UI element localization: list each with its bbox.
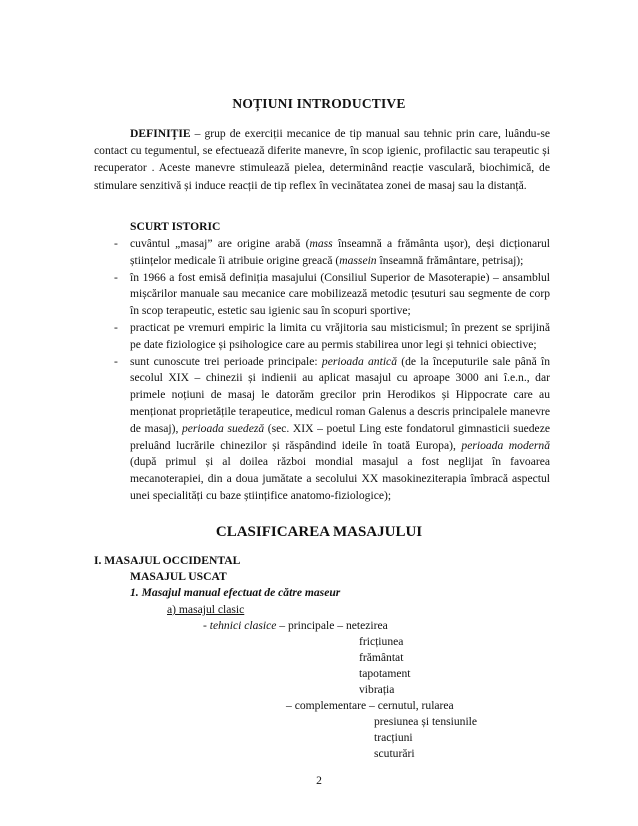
list-bullet: - [114,354,118,368]
list-item: scuturări [374,747,415,760]
history-heading: SCURT ISTORIC [130,220,221,233]
subsection-heading: MASAJUL USCAT [130,570,227,583]
definition-term: DEFINIȚIE [130,127,191,140]
history-list [94,236,550,505]
list-item: frământat [359,651,404,664]
techniques-label: tehnici clasice [209,619,277,632]
list-item: tracțiuni [374,731,413,744]
complementary-line: – complementare – cernutul, rularea [286,699,454,712]
page-title: NOȚIUNI INTRODUCTIVE [232,96,406,111]
list-item: - sunt cunoscute trei perioade principale: perioada antică (de la începuturile sale până în secolul XIX – chinezii și indienii au aplicat masajul cu aproape 3000 ani î.e.n., dar primele noțiuni de masaj le datorăm grecilor prin Herodikos și Hippocrate care au menționat proprietățile terapeutice, medicul roman Galenus a descris principalele manevre de masaj), perioada suedeză (sec. XIX – poetul Ling este fondatorul gimnasticii suedeze preluând lucrările chinezilor și răspândind ideile în toată Europa), perioada modernă (după primul și al doilea război mondial masajul a fost neglijat în favoarea mecanoterapiei, din a doua jumătate a secolului XX masokineziterapia îmbracă aspectul unei specialități cu baze științifice anatomo-fiziologice); [114,354,550,502]
subitem-heading: a) masajul clasic [167,603,245,616]
list-item: - cuvântul „masaj” are origine arabă (mass înseamnă a frământa ușor), deși dicționarul științelor medicale îi atribuie origine greacă (massein înseamnă frământare, petrisaj); [114,237,550,267]
definition-paragraph [94,125,550,194]
list-bullet: - [114,237,118,250]
definition-text: – grup de exerciții mecanice de tip manual sau tehnic prin care, luându-se contact cu tegumentul, se efectuează diferite manevre, în scop igienic, profilactic sau terapeutic și recuperator . Aceste manevre stimulează pielea, determinând reacție vasculară, biochimică, de stimulare senzitivă și induce reacții de tip reflex în vecinătatea zonei de masaj sau la distanță. [94,127,550,192]
list-item: presiunea și tensiunile [374,715,478,728]
classification-title: CLASIFICAREA MASAJULUI [215,524,423,540]
list-item: vibrația [359,683,395,696]
item-heading: 1. Masajul manual efectuat de către maseur [130,586,341,599]
list-item: fricțiunea [359,635,404,648]
list-item: - în 1966 a fost emisă definiția masajului (Consiliul Superior de Masoterapie) – ansamblul mișcărilor manuale sau mecanice care mobilizează metodic țesuturi sau segmente de corp în scop terapeutic, estetic sau igienic sau în scopuri sportive; [114,270,550,318]
list-bullet: - [114,320,118,334]
techniques-line: - tehnici clasice – principale – netezirea [203,619,388,632]
list-item: - practicat pe vremuri empiric la limita cu vrăjitoria sau misticismul; în prezent se sprijină pe date fiziologice și psihologice care au permis stabilirea unor legi și tehnici obiective; [114,320,550,351]
list-item: tapotament [359,667,411,680]
section-heading: I. MASAJUL OCCIDENTAL [94,554,241,567]
page-number: 2 [316,774,322,787]
list-bullet: - [114,270,118,284]
